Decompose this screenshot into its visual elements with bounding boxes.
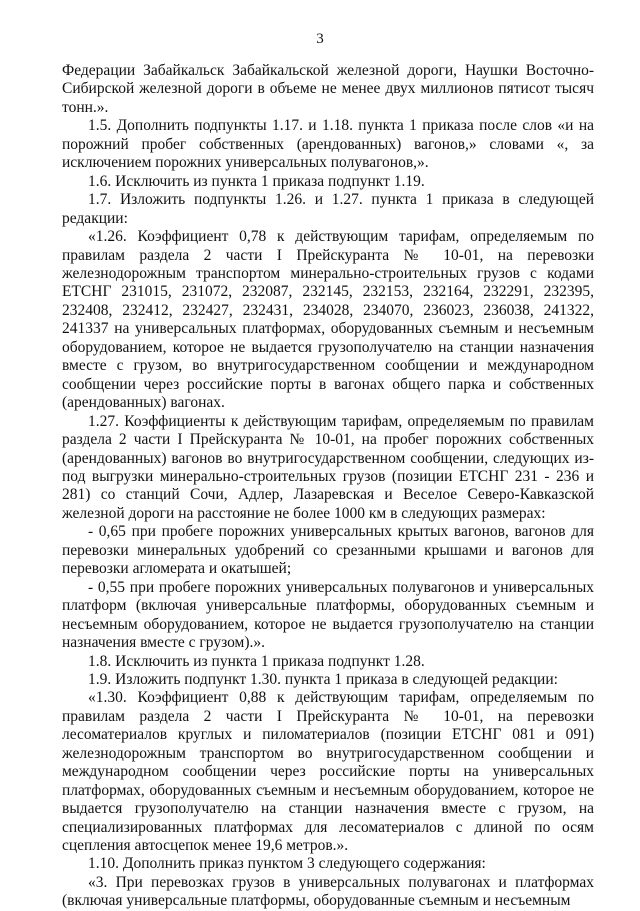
- document-body: [62, 62, 594, 911]
- paragraph-item-1-10: 1.10. Дополнить приказ пунктом 3 следующего содержания:: [88, 855, 486, 873]
- list-item-dash-1: - 0,65 при пробеге порожних универсальных крытых вагонов, вагонов для перевозки минеральных удобрений со срезанными крышами и вагонов для перевозки агломерата и окатышей;: [62, 523, 594, 578]
- paragraph-item-1-9: 1.9. Изложить подпункт 1.30. пункта 1 приказа в следующей редакции:: [88, 670, 558, 688]
- paragraph-continuation: Федерации Забайкальск Забайкальской железной дороги, Наушки Восточно-Сибирской железной дороги в объеме не менее двух миллионов пятисот тысяч тонн.».: [62, 62, 594, 116]
- paragraph-quote-1-27: 1.27. Коэффициенты к действующим тарифам, определяемым по правилам раздела 2 части I Прейскуранта № 10-01, на пробег порожних собственных (арендованных) вагонов во внутригосударственном сообщении, следующих из-под выгрузки минерально-строительных грузов (позиции ЕТСНГ 231 - 236 и 281) со станций Сочи, Адлер, Лазаревская и Веселое Северо-Кавказской железной дороги на расстояние не более 1000 км в следующих размерах:: [62, 412, 594, 522]
- paragraph-item-1-6: 1.6. Исключить из пункта 1 приказа подпункт 1.19.: [88, 172, 425, 190]
- paragraph-item-1-5: 1.5. Дополнить подпункты 1.17. и 1.18. пункта 1 приказа после слов «и на порожний пробег собственных (арендованных) вагонов,» словами «, за исключением порожних универсальных полувагонов,».: [62, 117, 594, 172]
- paragraph-item-1-8: 1.8. Исключить из пункта 1 приказа подпункт 1.28.: [88, 652, 425, 670]
- paragraph-quote-1-30: «1.30. Коэффициент 0,88 к действующим тарифам, определяемым по правилам раздела 2 части I Прейскуранта № 10-01, на перевозки лесоматериалов круглых и пиломатериалов (позиции ЕТСНГ 081 и 091) железнодорожным транспортом во внутригосударственном сообщении и международном сообщении через российские порты на универсальных платформах, оборудованных съемным и несъемным оборудованием, которое не выдается грузополучателю на станции назначения вместе с грузом, на специализированных платформах для лесоматериалов с длиной по осям сцепления автосцепок менее 19,6 метров.».: [62, 689, 594, 855]
- paragraph-item-1-7: 1.7. Изложить подпункты 1.26. и 1.27. пункта 1 приказа в следующей редакции:: [62, 191, 594, 227]
- paragraph-quote-3: «3. При перевозках грузов в универсальных полувагонах и платформах (включая универсальные платформы, оборудованные съемным и несъемным: [62, 873, 594, 910]
- list-item-dash-2: - 0,55 при пробеге порожних универсальных полувагонов и универсальных платформ (включая универсальные платформы, оборудованных съемным и несъемным оборудованием, которое не выдается грузополучателю на станции назначения вместе с грузом).».: [62, 578, 594, 652]
- paragraph-quote-1-26: «1.26. Коэффициент 0,78 к действующим тарифам, определяемым по правилам раздела 2 части I Прейскуранта № 10-01, на перевозки железнодорожным транспортом минерально-строительных грузов с кодами ЕТСНГ 231015, 231072, 232087, 232145, 232153, 232164, 232291, 232395, 232408, 232412, 232427, 232431, 234028, 234070, 236023, 236038, 241322, 241337 на универсальных платформах, оборудованных съемным и несъемным оборудованием, которое не выдается грузополучателю на станции назначения вместе с грузом, во внутригосударственном сообщении и международном сообщении через российские порты в вагонах общего парка и собственных (арендованных) вагонах.: [62, 228, 594, 412]
- page-number: 3: [316, 31, 324, 47]
